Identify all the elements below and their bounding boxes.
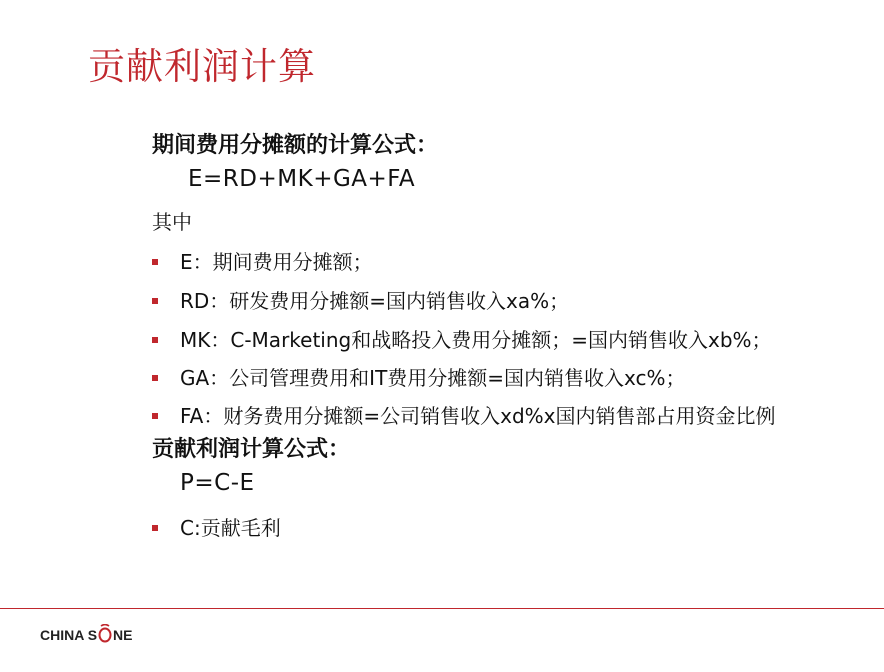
bullet-icon [152, 375, 158, 381]
section1-heading: 期间费用分摊额的计算公式： [152, 133, 439, 158]
footer-divider [0, 608, 884, 609]
section1-formula: E=RD+MK+GA+FA [188, 166, 416, 192]
company-logo [40, 624, 133, 646]
bullet-icon [152, 525, 158, 531]
bullet-icon [152, 259, 158, 265]
logo-mark-icon [98, 624, 112, 646]
list-item-text: C:贡献毛利 [180, 516, 281, 540]
list-item-text: MK：C-Marketing和战略投入费用分摊额；=国内销售收入xb%； [180, 328, 772, 352]
bullet-icon [152, 298, 158, 304]
section2-heading: 贡献利润计算公式： [152, 437, 351, 462]
bullet-icon [152, 337, 158, 343]
list-item-text: E：期间费用分摊额； [180, 250, 373, 274]
slide-title: 贡献利润计算 [88, 45, 316, 88]
logo-text-right: NE [113, 627, 133, 643]
section1-intro: 其中 [152, 210, 192, 234]
list-item [152, 362, 686, 391]
list-item [152, 246, 373, 275]
list-item [152, 285, 569, 314]
list-item-text: GA：公司管理费用和IT费用分摊额=国内销售收入xc%； [180, 366, 686, 390]
logo-text-left: CHINA S [40, 627, 98, 643]
list-item-text: FA：财务费用分摊额=公司销售收入xd%x国内销售部占用资金比例 [180, 404, 776, 428]
bullet-icon [152, 413, 158, 419]
list-item [152, 400, 775, 429]
list-item [152, 324, 772, 353]
list-item [152, 512, 281, 541]
list-item-text: RD：研发费用分摊额=国内销售收入xa%； [180, 289, 570, 313]
section2-formula: P=C-E [180, 470, 255, 496]
